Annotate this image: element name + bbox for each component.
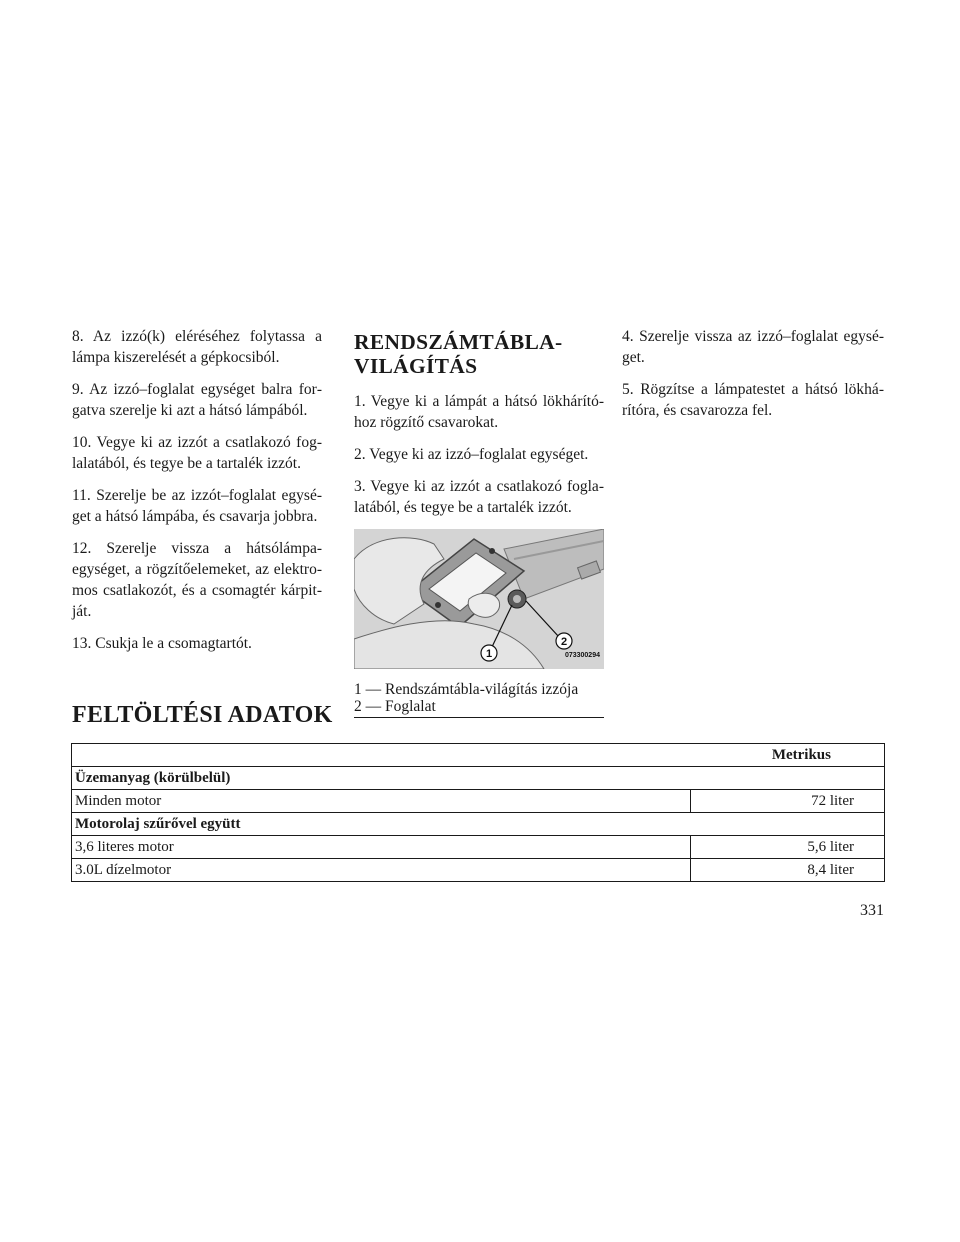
step-8: 8. Az izzó(k) eléréséhez folytassa a lámpa kiszerelését a gépkocsiból. xyxy=(72,328,322,366)
table-row xyxy=(72,767,885,790)
table-header-row xyxy=(72,744,885,767)
metric-column-header: Metrikus xyxy=(72,744,885,767)
step-10: 10. Vegye ki az izzót a csatlakozó foglalatából, és tegye be a tartalék izzót. xyxy=(72,434,322,472)
step-11: 11. Szerelje be az izzót–foglalat egységet a hátsó lámpába, és csavarja jobbra. xyxy=(72,487,322,525)
page-number: 331 xyxy=(860,902,884,919)
table-row xyxy=(72,813,885,836)
table-row xyxy=(72,859,885,882)
middle-column xyxy=(354,326,604,718)
capacities-heading: FELTÖLTÉSI ADATOK xyxy=(72,702,333,728)
capacities-table xyxy=(71,743,885,882)
plate-step-2: 2. Vegye ki az izzó–foglalat egységet. xyxy=(354,446,589,463)
figure-captions xyxy=(354,681,604,718)
step-13: 13. Csukja le a csomagtartót. xyxy=(72,635,252,652)
left-column xyxy=(72,326,322,665)
table-row xyxy=(72,790,885,813)
plate-step-5: 5. Rögzítse a lámpatestet a hátsó lökhárítóra, és csavarozza fel. xyxy=(622,381,884,419)
row-label: 3,6 literes motor xyxy=(72,836,691,859)
category-fuel: Üzemanyag (körülbelül) xyxy=(72,767,885,790)
row-value: 8,4 liter xyxy=(691,859,885,882)
caption-1: 1 — Rendszámtábla-világítás izzója xyxy=(354,681,579,698)
plate-step-4: 4. Szerelje vissza az izzó–foglalat egységet. xyxy=(622,328,884,366)
section-heading-license-lamp xyxy=(354,330,604,378)
row-value: 72 liter xyxy=(691,790,885,813)
license-lamp-figure xyxy=(354,529,604,669)
plate-step-3: 3. Vegye ki az izzót a csatlakozó foglalatából, és tegye be a tartalék izzót. xyxy=(354,478,604,516)
step-12: 12. Szerelje vissza a hátsólámpa-egységet, a rögzítőelemeket, az elektromos csatlakozót, és a csomagtér kárpitját. xyxy=(72,540,322,620)
row-label: 3.0L dízelmotor xyxy=(72,859,691,882)
heading-line-2: VILÁGÍTÁS xyxy=(354,354,478,378)
callout-2-label: 2 xyxy=(560,636,568,648)
right-column xyxy=(622,326,884,432)
row-label: Minden motor xyxy=(72,790,691,813)
row-value: 5,6 liter xyxy=(691,836,885,859)
plate-step-1: 1. Vegye ki a lámpát a hátsó lökhárítóhoz rögzítő csavarokat. xyxy=(354,393,604,431)
category-engine-oil: Motorolaj szűrővel együtt xyxy=(72,813,885,836)
figure-code: 073300294 xyxy=(564,652,600,659)
step-9: 9. Az izzó–foglalat egységet balra forgatva szerelje ki azt a hátsó lámpából. xyxy=(72,381,322,419)
table-row xyxy=(72,836,885,859)
callout-1-label: 1 xyxy=(485,648,493,660)
caption-2: 2 — Foglalat xyxy=(354,698,436,715)
heading-line-1: RENDSZÁMTÁBLA- xyxy=(354,330,563,354)
